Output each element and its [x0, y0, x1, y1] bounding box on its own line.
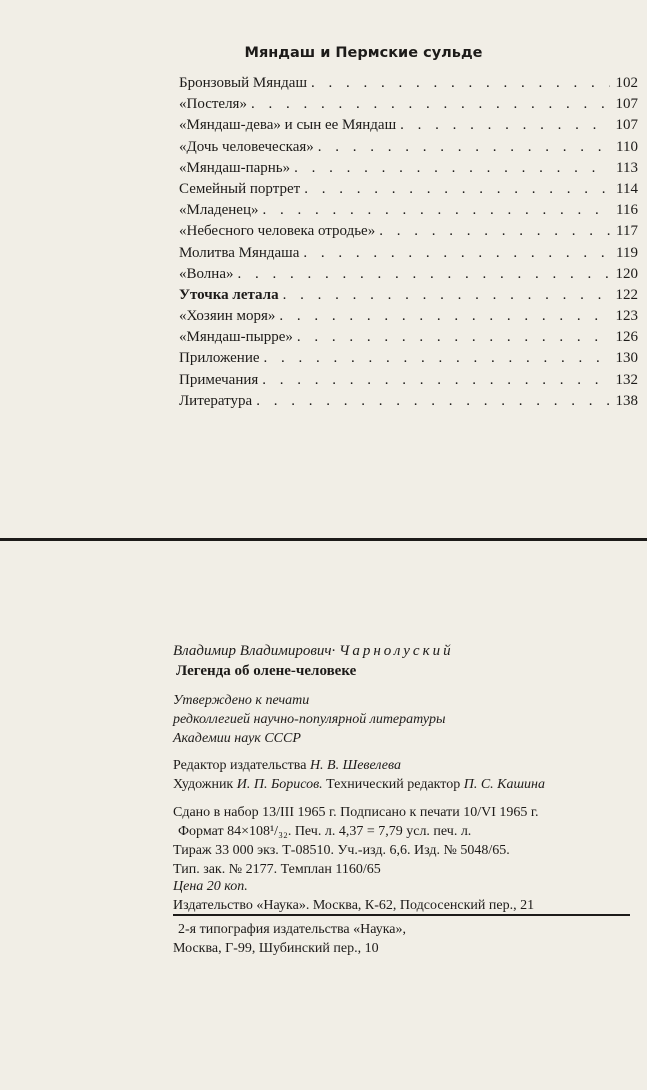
section-heading: Мяндаш и Пермские сульде — [244, 45, 483, 61]
tech-label: Технический редактор — [326, 777, 461, 792]
print-info: Формат 84×108¹/₃₂. Печ. л. 4,37 = 7,79 усл. печ. л. — [178, 824, 472, 839]
leader-dots — [304, 181, 610, 198]
toc-entry — [179, 139, 638, 160]
leader-dots — [318, 139, 610, 156]
author: Владимир Владимирович· Чарнолуский — [173, 643, 454, 659]
leader-dots — [264, 350, 610, 367]
price: Цена 20 коп. — [173, 879, 248, 894]
toc-entry — [179, 160, 638, 181]
toc-page: 120 — [615, 265, 638, 282]
toc-entry — [179, 181, 638, 202]
leader-dots — [251, 96, 610, 113]
editor-line — [173, 756, 401, 775]
toc-entry — [179, 223, 638, 244]
leader-dots — [256, 393, 609, 410]
divider — [0, 538, 647, 541]
toc-entry — [179, 117, 638, 138]
toc-page: 117 — [616, 223, 638, 240]
leader-dots — [262, 372, 609, 389]
toc-title: Уточка летала — [179, 286, 279, 303]
leader-dots — [294, 160, 610, 177]
tech-name: П. С. Кашина — [463, 777, 545, 792]
toc-entry — [179, 393, 638, 414]
publisher: Издательство «Наука». Москва, К-62, Подсосенский пер., 21 — [173, 898, 535, 913]
toc-title: Приложение — [179, 350, 260, 367]
print-info: Тип. зак. № 2177. Темплан 1160/65 — [173, 862, 381, 877]
artist-line — [173, 775, 545, 794]
toc-title: «Хозяин моря» — [179, 308, 276, 325]
toc-page: 130 — [615, 350, 638, 367]
toc-page: 114 — [616, 180, 638, 197]
toc-page: 138 — [615, 392, 638, 409]
print-info: Тираж 33 000 экз. Т-08510. Уч.-изд. 6,6. Изд. № 5048/65. — [173, 843, 510, 858]
toc-page: 107 — [615, 96, 638, 113]
approved-line: Академии наук СССР — [173, 731, 301, 746]
toc-title: «Мяндаш-парнь» — [179, 159, 291, 176]
toc-title: «Мяндаш-дева» и сын ее Мяндаш — [179, 117, 397, 134]
toc-page: 122 — [615, 286, 638, 303]
toc-entry — [179, 75, 638, 96]
artist-label: Художник — [173, 777, 234, 792]
toc-title: «Младенец» — [179, 202, 259, 219]
leader-dots — [379, 223, 610, 240]
toc-entry — [179, 266, 638, 287]
toc-entry — [179, 96, 638, 117]
toc-page: 110 — [616, 138, 638, 155]
toc-entry — [179, 287, 638, 308]
toc-page: 132 — [615, 371, 638, 388]
leader-dots — [237, 266, 609, 283]
toc-title: Примечания — [179, 371, 259, 388]
toc-entry — [179, 329, 638, 350]
printer: Москва, Г-99, Шубинский пер., 10 — [173, 941, 379, 956]
toc-entry — [179, 372, 638, 393]
leader-dots — [311, 75, 609, 92]
toc-title: «Мяндаш-пырре» — [179, 329, 293, 346]
toc-title: Бронзовый Мяндаш — [179, 75, 308, 91]
table-of-contents — [179, 75, 638, 414]
printer: 2-я типография издательства «Наука», — [178, 922, 406, 937]
leader-dots — [400, 117, 609, 134]
artist-name: И. П. Борисов. — [236, 777, 323, 792]
toc-page: 113 — [616, 159, 638, 176]
toc-title: «Дочь человеческая» — [179, 138, 314, 155]
toc-entry — [179, 245, 638, 266]
editor-name: Н. В. Шевелева — [309, 758, 402, 773]
toc-page: 123 — [615, 308, 638, 325]
toc-title: Молитва Мяндаша — [179, 244, 300, 261]
approved-line: Утверждено к печати — [173, 693, 310, 708]
leader-dots — [262, 202, 610, 219]
author-last: Чарнолуский — [339, 643, 454, 659]
toc-entry — [179, 350, 638, 371]
toc-title: «Постеля» — [179, 96, 247, 113]
toc-entry — [179, 202, 638, 223]
editor-label: Редактор издательства — [173, 758, 307, 773]
leader-dots — [279, 308, 609, 325]
toc-title: Семейный портрет — [179, 180, 301, 197]
toc-title: «Волна» — [179, 265, 234, 282]
approved-line: редколлегией научно-популярной литературы — [173, 712, 446, 727]
toc-title: «Небесного человека отродье» — [179, 223, 376, 240]
toc-page: 119 — [616, 244, 638, 261]
print-info: Сдано в набор 13/III 1965 г. Подписано к печати 10/VI 1965 г. — [173, 805, 539, 820]
leader-dots — [283, 287, 610, 304]
book-title: Легенда об олене-человеке — [176, 663, 357, 679]
toc-page: 126 — [615, 329, 638, 346]
toc-page: 116 — [616, 202, 638, 219]
toc-page: 102 — [615, 75, 638, 91]
leader-dots — [303, 245, 610, 262]
divider — [173, 914, 630, 916]
leader-dots — [297, 329, 610, 346]
toc-title: Литература — [179, 392, 253, 409]
toc-entry — [179, 308, 638, 329]
author-first: Владимир Владимирович — [173, 643, 332, 659]
toc-page: 107 — [615, 117, 638, 134]
